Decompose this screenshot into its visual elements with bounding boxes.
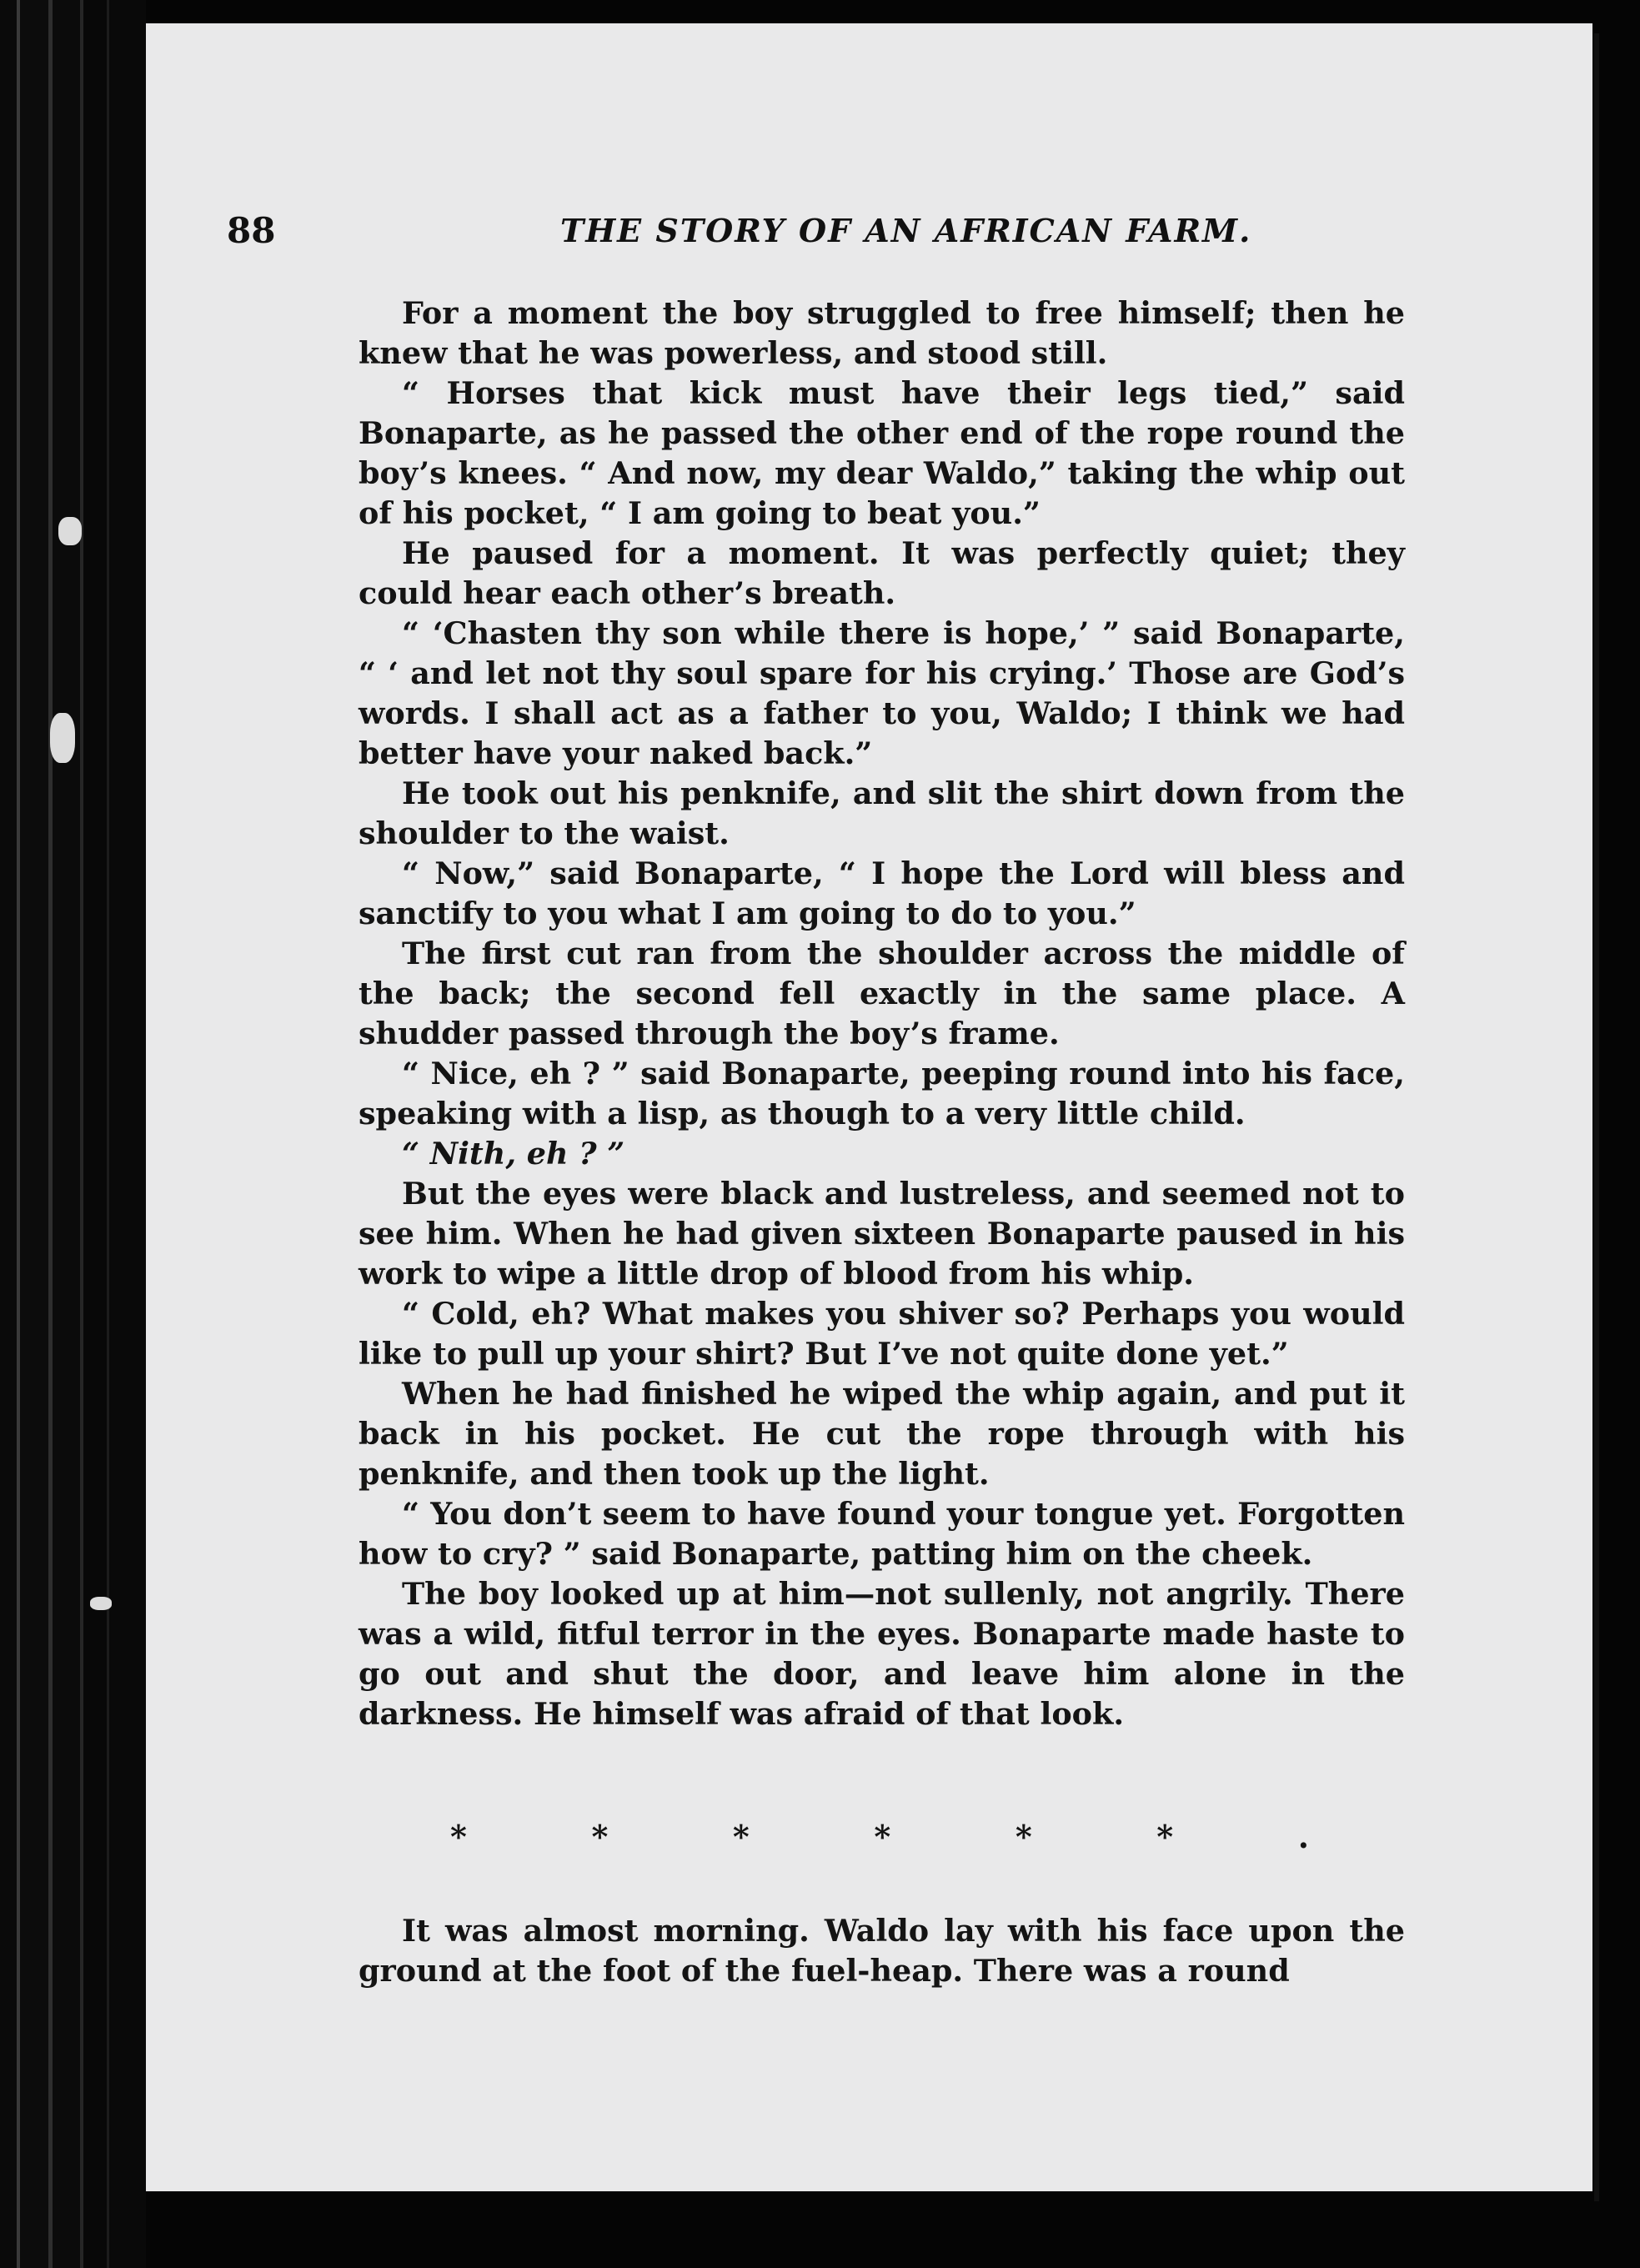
paragraph: “ You don’t seem to have found your tongue yet. Forgotten how to cry? ” said Bonaparte, patting him on the cheek. [359,1496,1405,1572]
paragraph: He paused for a moment. It was perfectly quiet; they could hear each other’s breath. [359,535,1405,611]
body-text [359,294,1405,1734]
paragraph: The boy looked up at him—not sullenly, not angrily. There was a wild, fitful terror in the eyes. Bonaparte made haste to go out and shut the door, and leave him alone in the darkness. He himself was afraid of that look. [359,1576,1405,1732]
paragraph: The first cut ran from the shoulder across the middle of the back; the second fell exactly in the same place. A shudder passed through the boy’s frame. [359,936,1405,1051]
book-spine [0,0,146,2268]
paragraph: When he had finished he wiped the whip again, and put it back in his pocket. He cut the rope through with his penknife, and then took up the light. [359,1376,1405,1492]
scan-artifact [90,1597,112,1610]
asterisk: * [732,1818,750,1855]
paragraph: “ ‘Chasten thy son while there is hope,’ ” said Bonaparte, “ ‘ and let not thy soul spare for his crying.’ Those are God’s words. I shall act as a father to you, Waldo; I think we had better have your naked back.” [359,615,1405,771]
paragraph: It was almost morning. Waldo lay with his face upon the ground at the foot of the fuel-heap. There was a round [359,1913,1405,1989]
asterisk: * [1015,1818,1032,1855]
closing-text [359,1911,1405,1991]
running-title: THE STORY OF AN AFRICAN FARM. [560,212,1252,249]
paragraph: “ Now,” said Bonaparte, “ I hope the Lord will bless and sanctify to you what I am going to do to you.” [359,856,1405,931]
paragraph: He took out his penknife, and slit the shirt down from the shoulder to the waist. [359,775,1405,851]
asterisk: * [591,1818,609,1855]
scan-artifact [50,713,75,763]
break-dot: . [1297,1818,1309,1855]
paragraph: “ Nice, eh ? ” said Bonaparte, peeping round into his face, speaking with a lisp, as though to a very little child. [359,1056,1405,1131]
paragraph: “ Nith, eh ? ” [402,1136,625,1172]
page-header [227,210,1252,260]
paragraph: For a moment the boy struggled to free himself; then he knew that he was powerless, and stood still. [359,295,1405,371]
paragraph: But the eyes were black and lustreless, and seemed not to see him. When he had given sixteen Bonaparte paused in his work to wipe a little drop of blood from his whip. [359,1176,1405,1292]
asterisk: * [874,1818,891,1855]
asterisk: * [450,1818,467,1855]
paragraph: “ Horses that kick must have their legs tied,” said Bonaparte, as he passed the other end of the rope round the boy’s knees. “ And now, my dear Waldo,” taking the whip out of his pocket, “ I am going to beat you.” [359,375,1405,531]
section-break [450,1818,1309,1876]
asterisk: * [1156,1818,1174,1855]
scan-border [1599,0,1640,2268]
paragraph: “ Cold, eh? What makes you shiver so? Perhaps you would like to pull up your shirt? But I’ve not quite done yet.” [359,1296,1405,1372]
scan-artifact [58,517,82,545]
page-number: 88 [227,210,276,251]
